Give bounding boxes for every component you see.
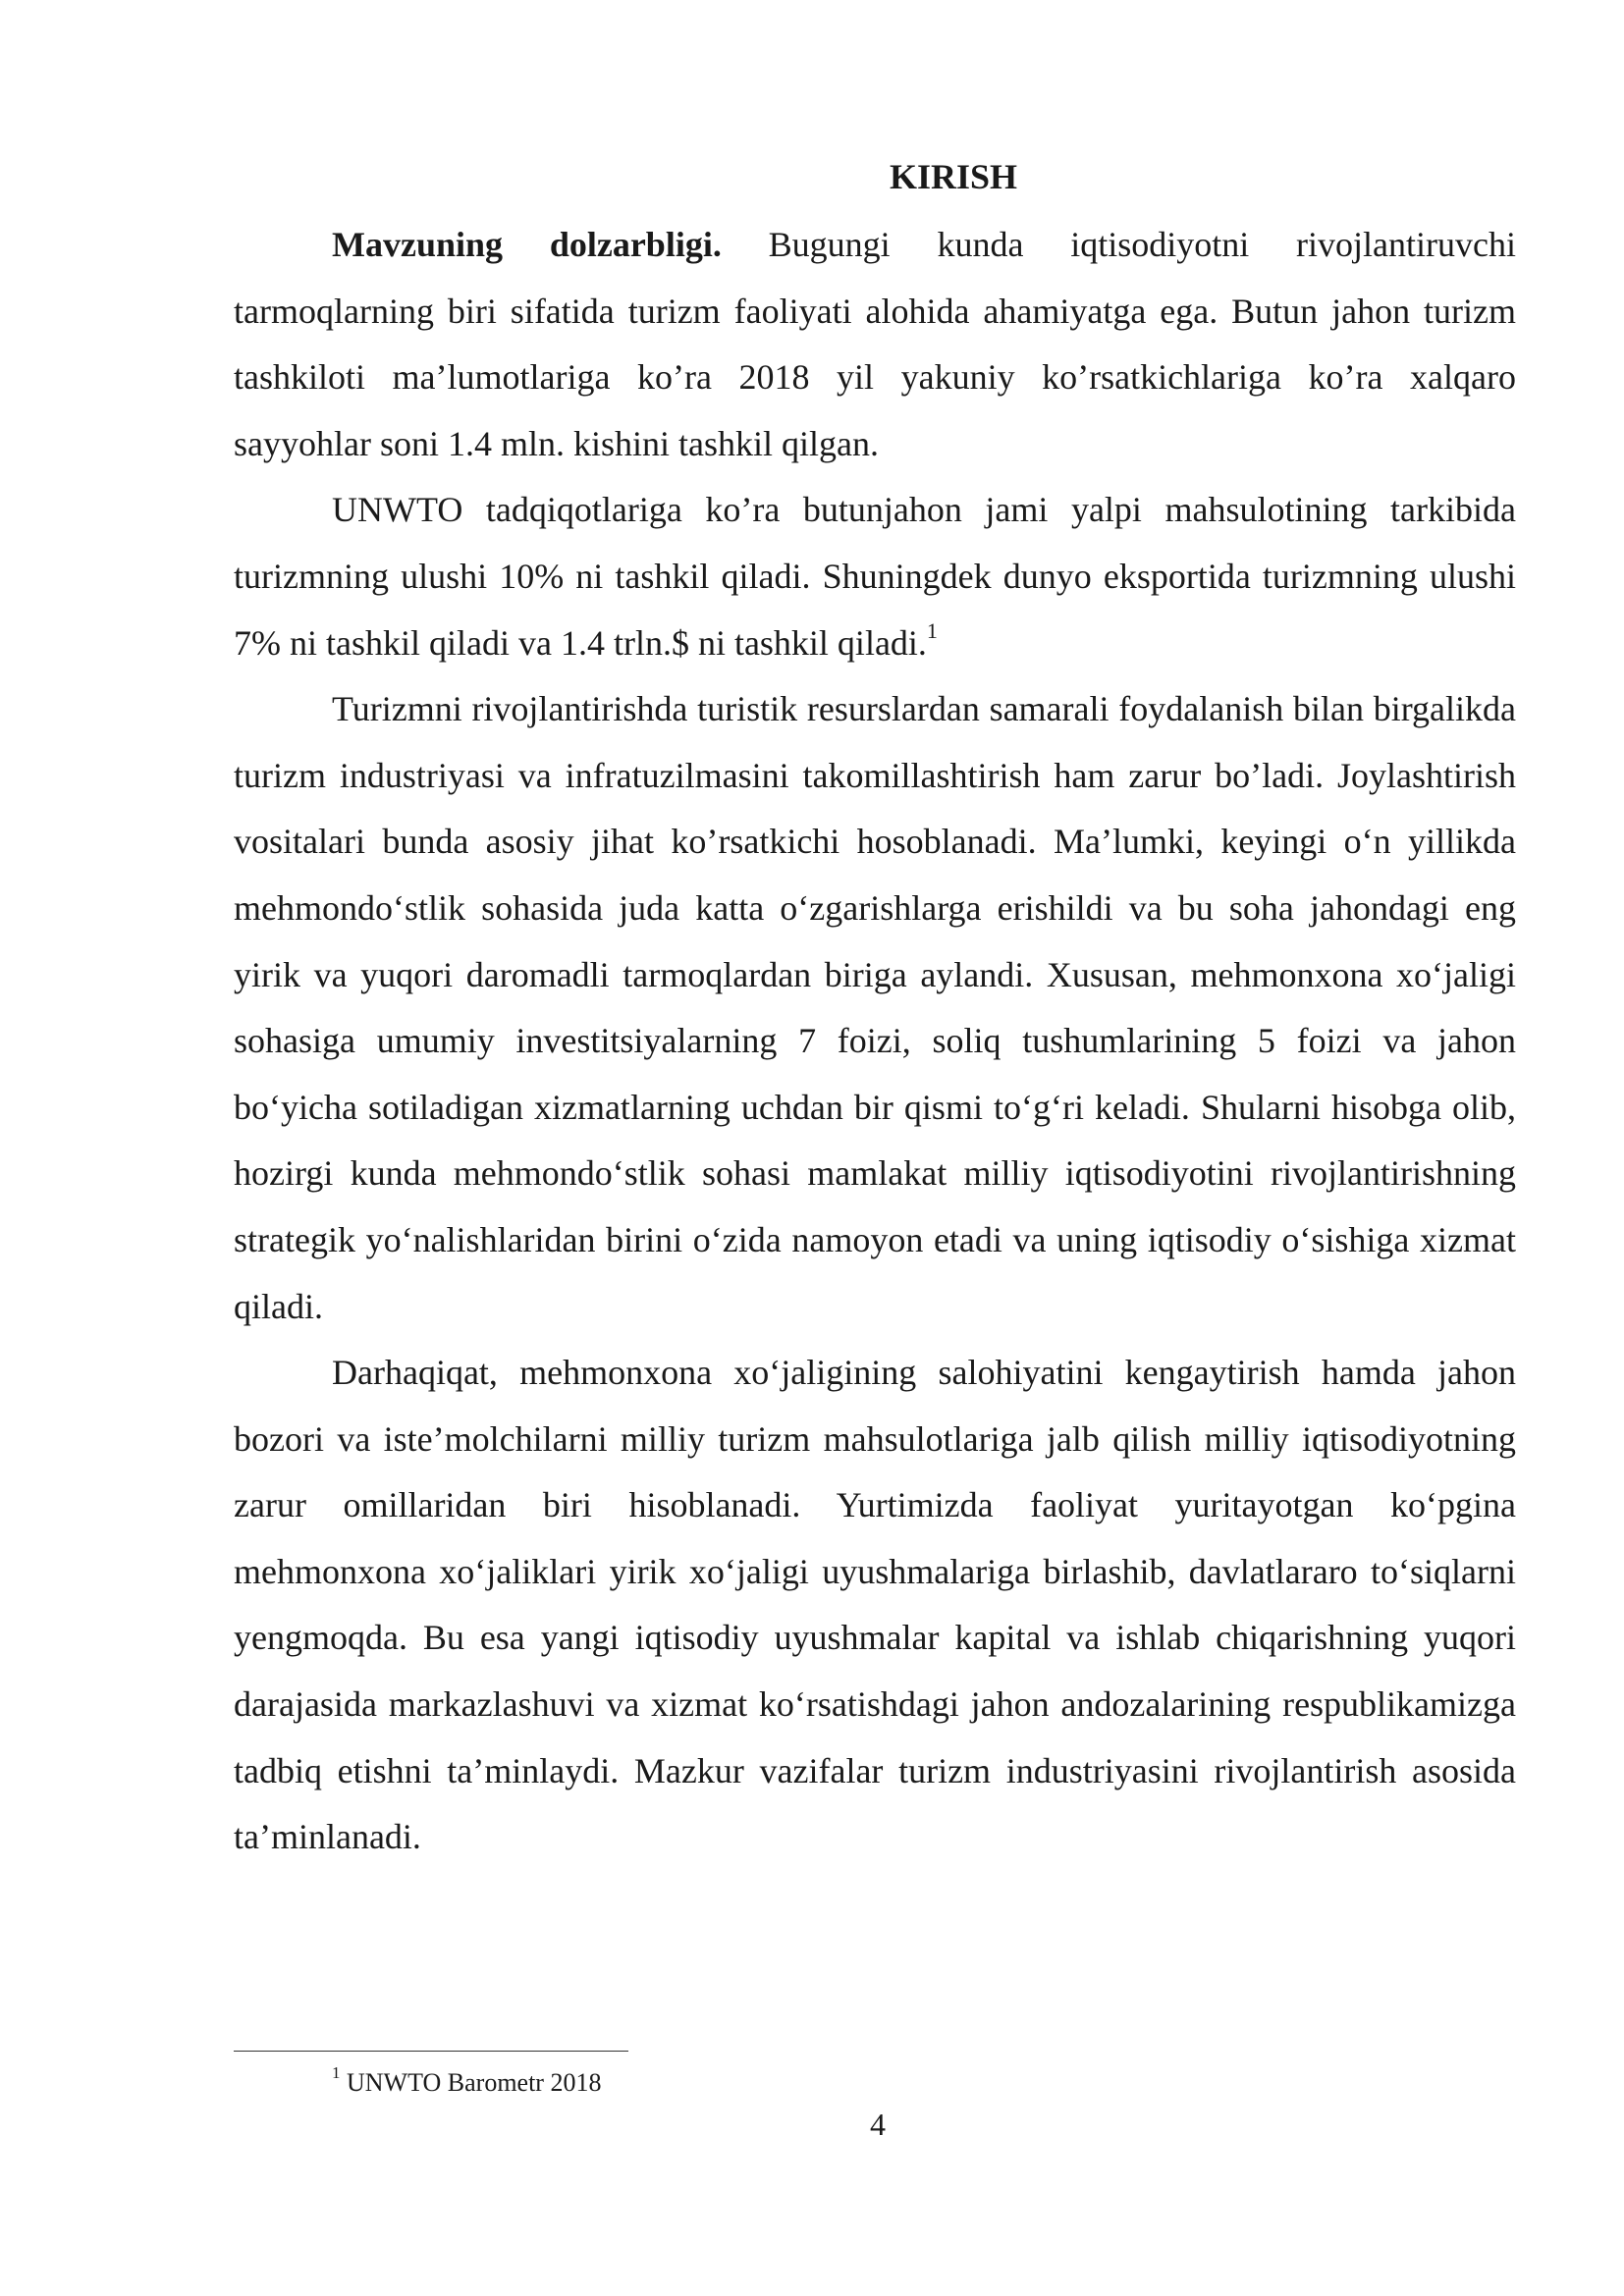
paragraph-unwto xyxy=(234,477,1516,676)
page-number: 4 xyxy=(870,2107,886,2142)
footnote-number: 1 xyxy=(332,2063,341,2083)
footnote-text: UNWTO Barometr 2018 xyxy=(340,2068,602,2097)
footnote-separator xyxy=(234,2051,628,2052)
paragraph-lead: Mavzuning dolzarbligi. xyxy=(332,225,722,264)
paragraph-text: UNWTO tadqiqotlariga ko’ra butunjahon jami yalpi mahsulotining tarkibida turizmning ulushi 10% ni tashkil qiladi. Shuningdek dunyo eksportida turizmning ulushi 7% ni tashkil qiladi va 1.4 trln.$ ni tashkil qiladi. xyxy=(234,490,1516,663)
paragraph-hotel-industry: Darhaqiqat, mehmonxona xo‘jaligining salohiyatini kengaytirish hamda jahon bozori va iste’molchilarni milliy turizm mahsulotlariga jalb qilish milliy iqtisodiyotning zarur omillaridan biri hisoblanadi. Yurtimizda faoliyat yuritayotgan ko‘pgina mehmonxona xo‘jaliklari yirik xo‘jaligi uyushmalariga birlashib, davlatlararo to‘siqlarni yengmoqda. Bu esa yangi iqtisodiy uyushmalar kapital va ishlab chiqarishning yuqori darajasida markazlashuvi va xizmat ko‘rsatishdagi jahon andozalarining respublikamizga tadbiq etishni ta’minlaydi. Mazkur vazifalar turizm industriyasini rivojlantirish asosida ta’minlanadi. xyxy=(234,1353,1516,1857)
body-text xyxy=(234,212,1516,1871)
section-heading: KIRISH xyxy=(889,157,1018,196)
paragraph-tourism-development: Turizmni rivojlantirishda turistik resurslardan samarali foydalanish bilan birgalikda turizm industriyasi va infratuzilmasini takomillashtirish ham zarur bo’ladi. Joylashtirish vositalari bunda asosiy jihat ko’rsatkichi hosoblanadi. Ma’lumki, keyingi o‘n yillikda mehmondo‘stlik sohasida juda katta o‘zgarishlarga erishildi va bu soha jahondagi eng yirik va yuqori daromadli tarmoqlardan biriga aylandi. Xususan, mehmonxona xo‘jaligi sohasiga umumiy investitsiyalarning 7 foizi, soliq tushumlarining 5 foizi va jahon bo‘yicha sotiladigan xizmatlarning uchdan bir qismi to‘g‘ri keladi. Shularni hisobga olib, hozirgi kunda mehmondo‘stlik sohasi mamlakat milliy iqtisodiyotini rivojlantirishning strategik yo‘nalishlaridan birini o‘zida namoyon etadi va uning iqtisodiy o‘sishiga xizmat qiladi. xyxy=(234,689,1516,1326)
paragraph-relevance xyxy=(234,212,1516,477)
footnote-reference[interactable]: 1 xyxy=(926,617,938,643)
footnote xyxy=(332,2063,602,2100)
paragraph-text: Bugungi kunda iqtisodiyotni rivojlantiruvchi tarmoqlarning biri sifatida turizm faoliyati alohida ahamiyatga ega. Butun jahon turizm tashkiloti ma’lumotlariga ko’ra 2018 yil yakuniy ko’rsatkichlariga ko’ra xalqaro sayyohlar soni 1.4 mln. kishini tashkil qilgan. xyxy=(234,225,1517,463)
